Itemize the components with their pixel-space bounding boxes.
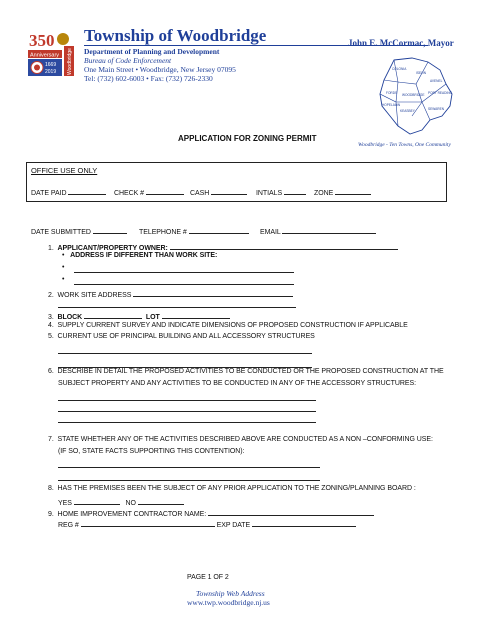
no-label: NO	[125, 500, 136, 507]
contractor-name-field[interactable]	[208, 507, 374, 516]
alt-address-line-2	[62, 276, 64, 283]
logo-years: Anniversary	[30, 52, 60, 59]
map-label-sewaren: SEWAREN	[428, 107, 444, 111]
item-1	[48, 241, 398, 252]
township-map	[372, 54, 460, 140]
activities-field-1[interactable]	[58, 400, 316, 401]
activities-field-3[interactable]	[58, 422, 316, 423]
initials-group	[256, 186, 306, 197]
date-submitted-group	[31, 225, 127, 236]
date-paid-field[interactable]	[68, 186, 106, 195]
web-address-label: Township Web Address	[196, 589, 265, 598]
bullet-icon: •	[62, 264, 65, 271]
map-label-keasbey: KEASBEY	[400, 109, 415, 113]
item-1-label: APPLICANT/PROPERTY OWNER:	[57, 245, 168, 252]
check-group	[114, 186, 184, 197]
form-title: APPLICATION FOR ZONING PERMIT	[178, 134, 317, 143]
map-label-avenel: AVENEL	[430, 79, 443, 83]
item-1-sub-label: ADDRESS IF DIFFERENT THAN WORK SITE:	[70, 252, 218, 259]
item-8-label: HAS THE PREMISES BEEN THE SUBJECT OF ANY PRIOR APPLICATION TO THE ZONING/PLANNING BOARD :	[57, 485, 416, 492]
map-label-woodbridge: WOODBRIDGE	[402, 93, 425, 97]
block-label: BLOCK	[57, 314, 83, 321]
item-9-reg	[58, 518, 356, 529]
item-2	[48, 288, 293, 299]
email-group	[260, 225, 376, 236]
item-4	[48, 322, 408, 329]
item-9-label: HOME IMPROVEMENT CONTRACTOR NAME:	[57, 511, 207, 518]
department-name: Department of Planning and Development	[84, 47, 220, 56]
yes-label: YES	[58, 500, 72, 507]
township-address: One Main Street • Woodbridge, New Jersey 07095	[84, 65, 236, 74]
check-label: CHECK #	[114, 190, 144, 197]
alt-address-line-1	[62, 264, 64, 271]
date-submitted-label: DATE SUBMITTED	[31, 229, 91, 236]
mayor-name: John E. McCormac, Mayor	[348, 38, 454, 48]
map-label-fords: FORDS	[386, 91, 398, 95]
activities-field-2[interactable]	[58, 411, 316, 412]
owner-field[interactable]	[170, 241, 398, 250]
item-2-number: 2.	[48, 292, 54, 299]
map-label-colonia: COLONIA	[392, 67, 407, 71]
item-6-number: 6.	[48, 368, 54, 375]
bullet-icon: •	[62, 276, 65, 283]
lot-label: LOT	[145, 314, 160, 321]
initials-field[interactable]	[284, 186, 306, 195]
item-5-label: CURRENT USE OF PRINCIPAL BUILDING AND ALL ACCESSORY STRUCTURES	[57, 333, 315, 340]
office-use-heading: OFFICE USE ONLY	[31, 166, 98, 175]
township-seal-logo	[26, 28, 76, 78]
item-2-label: WORK SITE ADDRESS	[57, 292, 132, 299]
item-6-line-1: DESCRIBE IN DETAIL THE PROPOSED ACTIVITIES TO BE CONDUCTED OR THE PROPOSED CONSTRUCTION AT THE	[57, 368, 444, 375]
item-7	[48, 436, 433, 443]
map-label-hopelawn: HOPELAWN	[382, 103, 401, 107]
map-label-iselin: ISELIN	[416, 71, 427, 75]
item-3	[48, 310, 230, 321]
item-8	[48, 485, 416, 492]
work-site-field-2[interactable]	[58, 307, 296, 308]
reg-field[interactable]	[81, 518, 215, 527]
item-7-line-1: STATE WHETHER ANY OF THE ACTIVITIES DESCRIBED ABOVE ARE CONDUCTED AS A NON –CONFORMING USE:	[57, 436, 433, 443]
reg-label: REG #	[58, 522, 79, 529]
telephone-label: TELEPHONE #	[139, 229, 187, 236]
item-8-answers	[58, 496, 184, 507]
cash-label: CASH	[190, 190, 210, 197]
yes-field[interactable]	[74, 496, 120, 505]
zone-label: ZONE	[314, 190, 334, 197]
nonconforming-field-2[interactable]	[58, 480, 320, 481]
item-4-number: 4.	[48, 322, 54, 329]
logo-town: Woodbridge	[67, 48, 73, 75]
item-9-number: 9.	[48, 511, 54, 518]
alt-address-field-1[interactable]	[74, 272, 294, 273]
date-paid-label: DATE PAID	[31, 190, 67, 197]
item-7-number: 7.	[48, 436, 54, 443]
exp-date-field[interactable]	[252, 518, 356, 527]
item-1-number: 1.	[48, 245, 54, 252]
initials-label: INTIALS	[256, 190, 283, 197]
item-5	[48, 333, 315, 340]
alt-address-field-2[interactable]	[74, 284, 294, 285]
item-6-line-2: SUBJECT PROPERTY AND ANY ACTIVITIES TO BE CONDUCTED IN ANY OF THE ACCESSORY STRUCTURES:	[58, 380, 417, 387]
item-3-number: 3.	[48, 314, 54, 321]
email-field[interactable]	[282, 225, 376, 234]
township-title: Township of Woodbridge	[84, 26, 267, 45]
map-label-port-reading: PORT READING	[428, 91, 453, 95]
check-field[interactable]	[146, 186, 184, 195]
item-1-sub	[62, 252, 217, 259]
nonconforming-field-1[interactable]	[58, 467, 320, 468]
item-9	[48, 507, 374, 518]
item-8-number: 8.	[48, 485, 54, 492]
item-6	[48, 368, 444, 375]
logo-year-end: 2019	[45, 69, 57, 75]
bullet-icon: •	[62, 252, 65, 259]
exp-date-label: EXP DATE	[216, 522, 251, 529]
logo-number: 350	[29, 31, 55, 50]
bureau-name: Bureau of Code Enforcement	[84, 56, 172, 65]
date-submitted-field[interactable]	[93, 225, 127, 234]
zone-field[interactable]	[335, 186, 371, 195]
cash-group	[190, 186, 247, 197]
telephone-group	[139, 225, 249, 236]
office-use-row	[31, 186, 106, 197]
work-site-field[interactable]	[133, 288, 293, 297]
email-label: EMAIL	[260, 229, 281, 236]
zone-group	[314, 186, 371, 197]
township-phone: Tel: (732) 602-6003 • Fax: (732) 726-2330	[84, 74, 213, 83]
logo-year-start: 1669	[45, 62, 57, 68]
item-7-line-2: (IF SO, STATE FACTS SUPPORTING THIS CONTENTION):	[58, 448, 245, 455]
telephone-field[interactable]	[189, 225, 249, 234]
lot-field[interactable]	[162, 310, 230, 319]
page-number: PAGE 1 OF 2	[187, 574, 229, 581]
web-address-url[interactable]: www.twp.woodbridge.nj.us	[187, 598, 270, 607]
cash-field[interactable]	[211, 186, 247, 195]
header-divider	[84, 45, 428, 46]
map-caption: Woodbridge - Ten Towns, One Community	[358, 142, 451, 148]
current-use-field-1[interactable]	[58, 353, 312, 354]
block-field[interactable]	[84, 310, 142, 319]
item-5-number: 5.	[48, 333, 54, 340]
item-4-label: SUPPLY CURRENT SURVEY AND INDICATE DIMENSIONS OF PROPOSED CONSTRUCTION IF APPLICABLE	[57, 322, 408, 329]
no-field[interactable]	[138, 496, 184, 505]
